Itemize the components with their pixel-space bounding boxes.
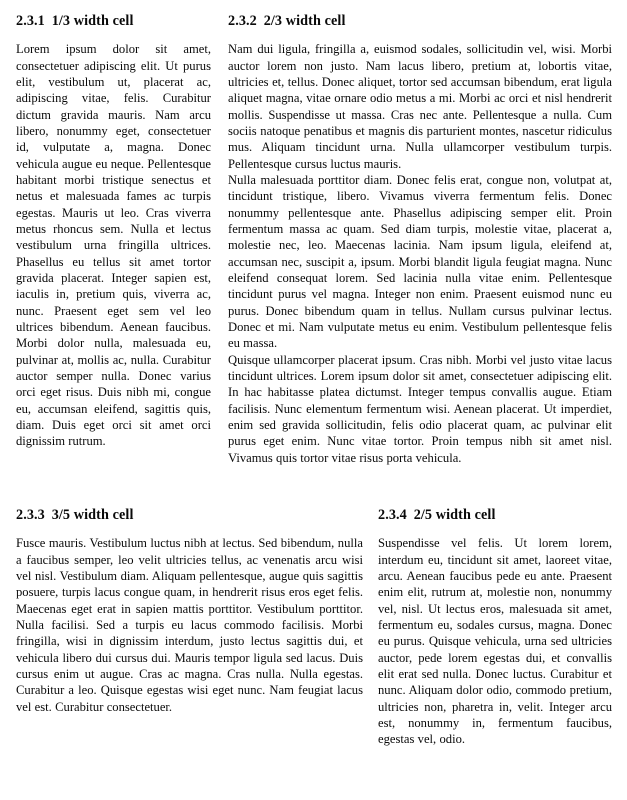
section-2-3-1-title: 1/3 width cell [51,13,134,29]
section-2-3-3-heading [16,508,363,522]
section-2-3-1 [16,14,211,450]
section-2-3-4-paragraph-1: Suspendisse vel felis. Ut lorem lorem, interdum eu, tincidunt sit amet, laoreet vitae, arcu. Aenean faucibus pede eu ante. Praesent enim elit, rutrum at, molestie non, nonummy vel, nisl. Ut lectus eros, malesuada sit amet, fermentum eu, sodales cursus, magna. Donec eu purus. Quisque vehicula, urna sed ultricies auctor, pede lorem egestas dui, et convallis elit erat sed nulla. Donec luctus. Curabitur et nunc. Aliquam dolor odio, commodo pretium, ultricies non, pharetra in, velit. Integer arcu est, nonummy in, fermentum faucibus, egestas vel, odio. [378,536,612,747]
section-2-3-1-heading [16,14,211,28]
section-2-3-3-paragraph-1: Fusce mauris. Vestibulum luctus nibh at lectus. Sed bibendum, nulla a faucibus semper, leo velit ultricies tellus, ac venenatis arcu wisi vel nisl. Vestibulum diam. Aliquam pellentesque, augue quis sagittis posuere, turpis lacus congue quam, in hendrerit risus eros eget felis. Maecenas eget erat in sapien mattis porttitor. Vestibulum porttitor. Nulla facilisi. Sed a turpis eu lacus commodo facilisis. Morbi fringilla, wisi in dignissim interdum, justo lectus sagittis dui, et vehicula libero dui cursus dui. Mauris tempor ligula sed lacus. Duis cursus enim ut augue. Cras ac magna. Cras nulla. Nulla egestas. Curabitur a leo. Quisque egestas wisi eget nunc. Nam feugiat lacus vel est. Curabitur consectetuer. [16,536,363,714]
section-2-3-4-heading [378,508,612,522]
section-2-3-4 [378,508,612,748]
section-2-3-3 [16,508,363,715]
section-2-3-2 [228,14,612,466]
section-2-3-2-paragraph-3: Quisque ullamcorper placerat ipsum. Cras nibh. Morbi vel justo vitae lacus tincidunt ultrices. Lorem ipsum dolor sit amet, consectetuer adipiscing elit. In hac habitasse platea dictumst. Integer tempus convallis augue. Etiam facilisis. Nunc elementum fermentum wisi. Aenean placerat. Ut imperdiet, enim sed gravida sollicitudin, felis odio placerat quam, ac pulvinar elit purus eget enim. Nunc vitae tortor. Proin tempus nibh sit amet nisl. Vivamus quis tortor vitae risus porta vehicula. [228,352,612,465]
section-2-3-3-number: 2.3.3 [16,507,45,523]
section-2-3-2-heading [228,14,612,28]
section-2-3-1-number: 2.3.1 [16,13,45,29]
section-2-3-2-title: 2/3 width cell [263,13,346,29]
section-2-3-2-paragraph-2: Nulla malesuada porttitor diam. Donec felis erat, congue non, volutpat at, tincidunt tristique, libero. Vivamus viverra fermentum felis. Donec nonummy pellentesque ante. Phasellus adipiscing semper elit. Proin fermentum massa ac quam. Sed diam turpis, molestie vitae, placerat a, molestie nec, leo. Maecenas lacinia. Nam ipsum ligula, eleifend at, accumsan nec, suscipit a, ipsum. Morbi blandit ligula feugiat magna. Nunc eleifend consequat lorem. Sed lacinia nulla vitae enim. Pellentesque tincidunt purus vel magna. Integer non enim. Praesent euismod nunc eu purus. Donec bibendum quam in tellus. Nullam cursus pulvinar lectus. Donec et mi. Nam vulputate metus eu enim. Vestibulum pellentesque felis eu massa. [228,172,612,351]
section-2-3-1-paragraph-1: Lorem ipsum dolor sit amet, consectetuer adipiscing elit. Ut purus elit, vestibulum ut, placerat ac, adipiscing vitae, felis. Curabitur dictum gravida mauris. Nam arcu libero, nonummy eget, consectetuer id, vulputate a, magna. Donec vehicula augue eu neque. Pellentesque habitant morbi tristique senectus et netus et malesuada fames ac turpis egestas. Mauris ut leo. Cras viverra metus rhoncus sem. Nulla et lectus vestibulum urna fringilla ultrices. Phasellus eu tellus sit amet tortor gravida placerat. Integer sapien est, iaculis in, pretium quis, viverra ac, nunc. Praesent eget sem vel leo ultrices bibendum. Aenean faucibus. Morbi dolor nulla, malesuada eu, pulvinar at, mollis ac, nulla. Curabitur auctor semper nulla. Donec varius orci eget risus. Duis nibh mi, congue eu, accumsan eleifend, sagittis quis, diam. Duis eget orci sit amet orci dignissim rutrum. [16,42,211,449]
section-2-3-4-title: 2/5 width cell [413,507,496,523]
section-2-3-4-number: 2.3.4 [378,507,407,523]
section-2-3-3-title: 3/5 width cell [51,507,134,523]
section-2-3-2-paragraph-1: Nam dui ligula, fringilla a, euismod sodales, sollicitudin vel, wisi. Morbi auctor lorem non justo. Nam lacus libero, pretium at, lobortis vitae, ultricies et, tellus. Donec aliquet, tortor sed accumsan bibendum, erat ligula aliquet magna, vitae ornare odio metus a mi. Morbi ac orci et nisl hendrerit mollis. Suspendisse ut massa. Cras nec ante. Pellentesque a nulla. Cum sociis natoque penatibus et magnis dis parturient montes, nascetur ridiculus mus. Aliquam tincidunt urna. Nulla ullamcorper vestibulum turpis. Pellentesque cursus luctus mauris. [228,42,612,171]
section-2-3-2-number: 2.3.2 [228,13,257,29]
